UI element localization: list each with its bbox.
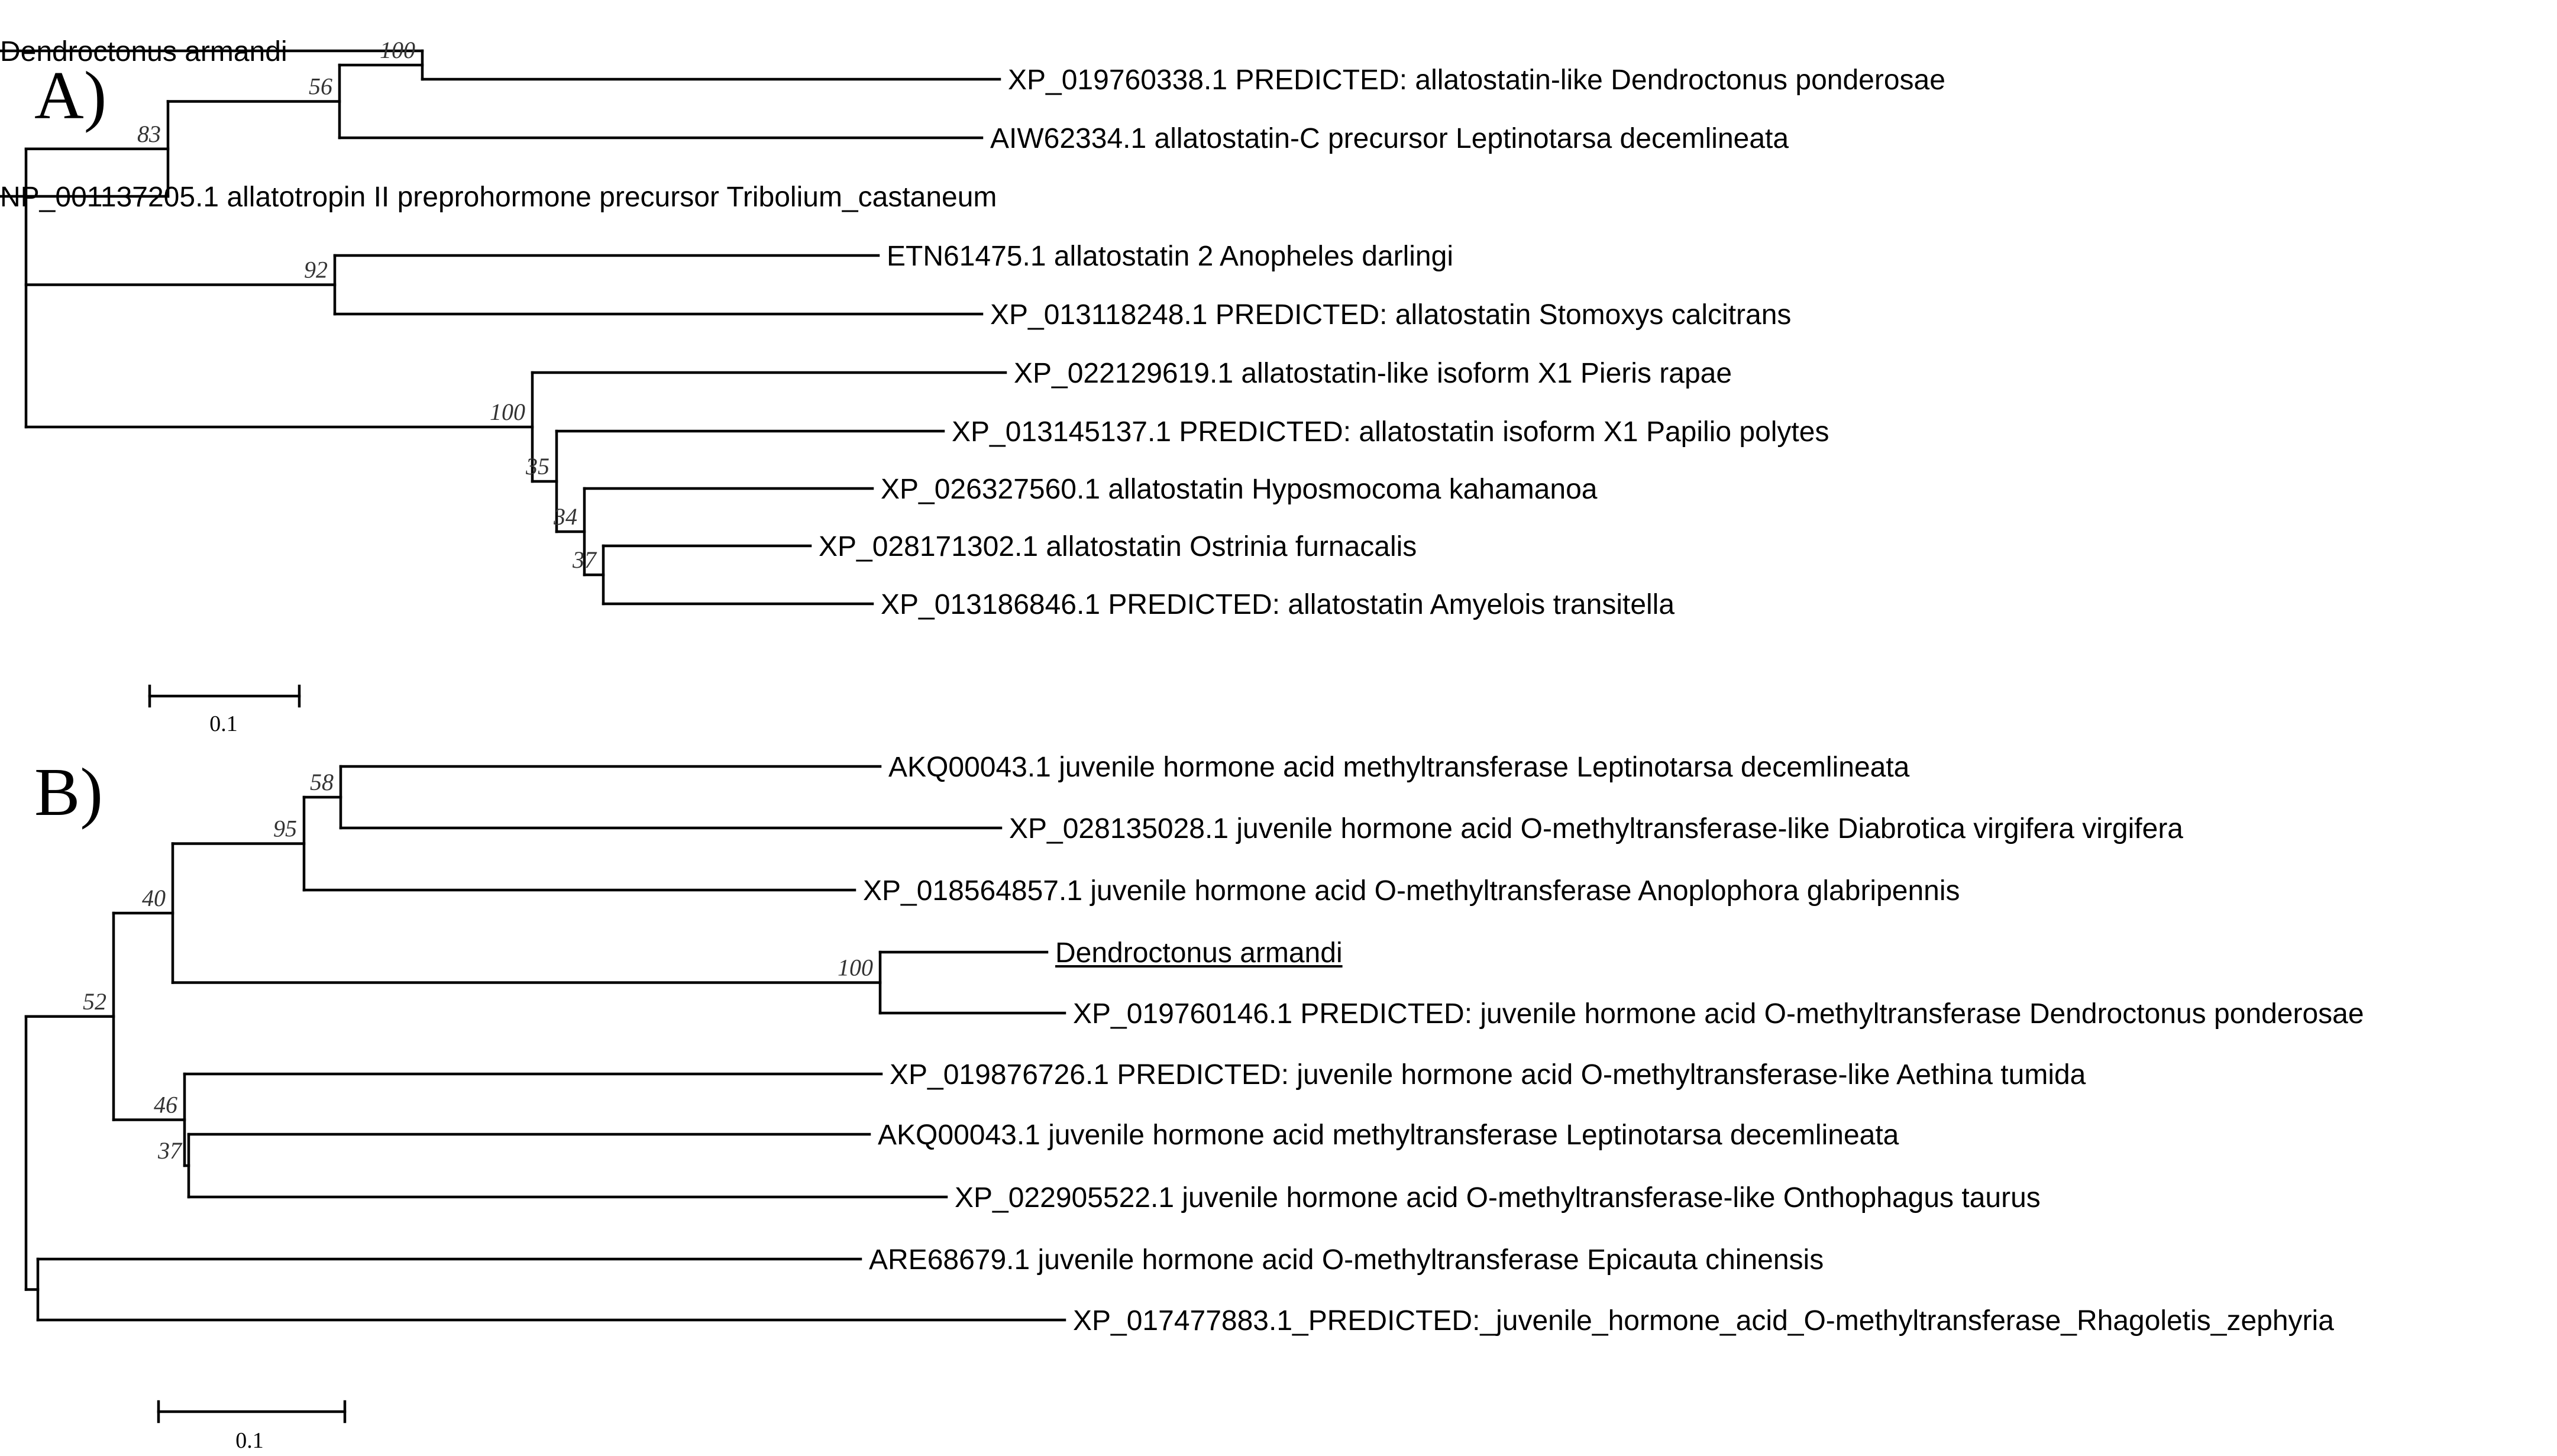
panel-a-taxon-label: XP_013186846.1 PREDICTED: allatostatin Amyelois transitella xyxy=(881,589,1675,620)
panel-b-scale-bar xyxy=(159,1402,345,1453)
panel-b-taxon-label: AKQ00043.1 juvenile hormone acid methyltransferase Leptinotarsa decemlineata xyxy=(878,1119,1899,1151)
panel-a-bootstrap-value: 92 xyxy=(304,256,328,283)
panel-b-bootstrap-value: 100 xyxy=(838,954,873,981)
panel-a-taxon-label: ETN61475.1 allatostatin 2 Anopheles darlingi xyxy=(887,241,1453,272)
panel-a-taxon-label: XP_028171302.1 allatostatin Ostrinia furnacalis xyxy=(819,531,1417,562)
panel-b-taxon-label: XP_019876726.1 PREDICTED: juvenile hormone acid O-methyltransferase-like Aethina tumida xyxy=(890,1059,2086,1091)
panel-a-bootstrap-value: 37 xyxy=(573,546,596,573)
panel-a-tree xyxy=(0,36,1945,736)
panel-b-labels xyxy=(83,752,2364,1337)
panel-a-labels xyxy=(0,36,1945,620)
panel-b-bootstrap-value: 95 xyxy=(273,815,297,842)
panel-a-bootstrap-value: 100 xyxy=(490,399,525,425)
panel-a-taxon-label: XP_019760338.1 PREDICTED: allatostatin-like Dendroctonus ponderosae xyxy=(1008,64,1945,96)
panel-b-taxon-label: XP_017477883.1_PREDICTED:_juvenile_hormone_acid_O-methyltransferase_Rhagoletis_zephyria xyxy=(1073,1305,2334,1337)
panel-a-bootstrap-value: 35 xyxy=(526,453,549,480)
panel-b-taxon-label: XP_022905522.1 juvenile hormone acid O-methyltransferase-like Onthophagus taurus xyxy=(955,1182,2041,1214)
panel-a-scale-label: 0.1 xyxy=(209,711,238,736)
panel-b-taxon-label: AKQ00043.1 juvenile hormone acid methyltransferase Leptinotarsa decemlineata xyxy=(888,752,1910,783)
panel-b-branches xyxy=(26,766,1065,1320)
panel-b-taxon-label: ARE68679.1 juvenile hormone acid O-methyltransferase Epicauta chinensis xyxy=(869,1244,1824,1276)
panel-b-taxon-label: Dendroctonus armandi xyxy=(1055,937,1343,969)
panel-a-taxon-label: AIW62334.1 allatostatin-C precursor Leptinotarsa decemlineata xyxy=(990,123,1789,154)
panel-a-taxon-label: XP_026327560.1 allatostatin Hyposmocoma kahamanoa xyxy=(881,474,1598,505)
panel-b-taxon-label: XP_018564857.1 juvenile hormone acid O-methyltransferase Anoplophora glabripennis xyxy=(863,875,1960,907)
panel-a-bootstrap-value: 100 xyxy=(380,37,415,63)
panel-b-bootstrap-value: 40 xyxy=(142,885,166,911)
panel-a-taxon-label: Dendroctonus armandi xyxy=(0,36,287,67)
panel-a-taxon-label: XP_013118248.1 PREDICTED: allatostatin Stomoxys calcitrans xyxy=(990,299,1792,331)
panel-a-taxon-label: NP_001137205.1 allatotropin II preprohormone precursor Tribolium_castaneum xyxy=(0,182,997,213)
panel-a-taxon-label: XP_022129619.1 allatostatin-like isoform X1 Pieris rapae xyxy=(1014,358,1732,389)
panel-b-bootstrap-value: 37 xyxy=(158,1137,182,1164)
panel-a-label: A) xyxy=(34,58,107,134)
panel-b-scale-label: 0.1 xyxy=(235,1428,264,1453)
panel-b-label: B) xyxy=(34,755,103,830)
panel-a-bootstrap-value: 83 xyxy=(137,120,161,147)
panel-a-bootstrap-value: 34 xyxy=(554,503,577,530)
panel-b-bootstrap-value: 52 xyxy=(83,988,106,1015)
panel-a-scale-bar xyxy=(150,686,299,736)
panel-b-taxon-label: XP_028135028.1 juvenile hormone acid O-methyltransferase-like Diabrotica virgifera virgifera xyxy=(1009,813,2183,845)
panel-b-bootstrap-value: 46 xyxy=(154,1091,177,1118)
panel-a-taxon-label: XP_013145137.1 PREDICTED: allatostatin isoform X1 Papilio polytes xyxy=(952,416,1829,448)
panel-b-bootstrap-value: 58 xyxy=(310,769,334,795)
panel-b-taxon-label: XP_019760146.1 PREDICTED: juvenile hormone acid O-methyltransferase Dendroctonus ponderosae xyxy=(1073,998,2364,1030)
panel-a-bootstrap-value: 56 xyxy=(309,73,332,100)
panel-b-tree xyxy=(26,752,2364,1453)
